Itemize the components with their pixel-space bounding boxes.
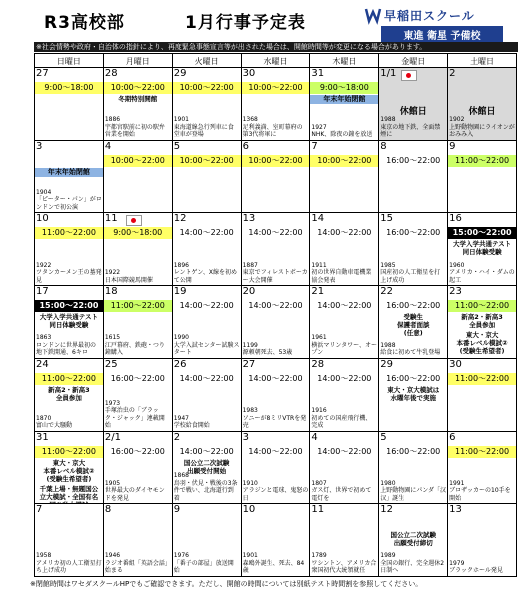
history-text: ガス灯、世界で初めて電灯を [311,487,372,502]
opening-hours: 16:00～22:00 [386,446,441,456]
day-number: 9 [173,504,181,516]
opening-hours: 11:00～22:00 [448,300,516,312]
history-year: 1615 [104,334,121,342]
history-text: アメリカ初の人工衛星打ち上げ成功 [36,559,102,575]
day-number: 12 [173,213,187,225]
closed-label: 休館日 [468,107,496,117]
opening-hours: 10:00～22:00 [173,82,241,94]
opening-hours: 16:00～22:00 [386,301,441,311]
opening-hours: 10:00～22:00 [242,155,310,167]
page-subtitle: 1月行事予定表 [185,13,306,33]
calendar-day-cell [378,503,448,577]
calendar-day-cell [378,212,448,286]
history-text: 「ピーター・パン」がロンドンで初公演 [36,196,102,211]
history-note [105,269,171,284]
opening-hours: 14:00～22:00 [248,301,303,311]
brand-name: 早稲田スクール [384,8,475,23]
brand-sub: 東進 衛星 予備校 [381,26,503,42]
event-label: 大学入学共通テスト 同日体験受験 [39,313,99,330]
history-note [311,262,377,285]
day-number: 3 [242,431,249,443]
calendar-day-cell [378,140,448,214]
japan-flag-icon [126,215,142,226]
day-number: 21 [311,286,325,298]
event-label: 東大・京大模試は 水曜年後で実施 [387,385,440,402]
history-year: 1910 [242,479,258,487]
history-note [243,262,309,285]
calendar-day-cell [241,503,311,577]
history-note [380,552,446,575]
opening-hours: 16:00～22:00 [386,155,441,165]
history-year: 1896 [173,261,189,269]
history-note [311,552,377,575]
closed-label: 休館日 [399,107,427,117]
history-year: 1886 [104,116,121,124]
opening-hours: 16:00～22:00 [386,373,441,383]
history-note [449,560,515,575]
history-note [174,415,240,430]
calendar-day-cell [447,285,517,359]
history-text: ロンドンに世界最初の地下鉄開通、6キロ [36,341,97,357]
day-number: 4 [104,140,112,152]
opening-hours: 9:00～18:00 [35,82,103,94]
calendar-day-cell [34,358,104,432]
history-note [105,400,171,430]
calendar-day-cell [34,140,104,214]
opening-hours: 11:00～22:00 [104,300,172,312]
history-text: 日本国際競馬開催 [104,276,153,284]
day-number: 13 [449,504,462,516]
calendar-day-cell [241,140,311,214]
history-year: 1870 [36,414,52,422]
history-year: 1990 [173,334,189,342]
day-number: 15 [380,213,394,225]
history-year: 1947 [173,414,189,422]
calendar-day-cell [309,140,379,214]
calendar-day-cell [309,212,379,286]
history-text: 東京でフィレストボーカー大会開催 [242,269,308,284]
event-label: 国公立二次試験 出願受付締切 [390,531,436,548]
history-year: 1911 [311,261,327,269]
event-label: 受験生 保護者面談 (任意) [396,313,430,338]
history-year: 1983 [242,407,258,415]
history-note [311,124,377,139]
calendar-day-cell [103,503,173,577]
day-number: 26 [173,358,187,370]
history-note [36,552,102,575]
history-text: ラジオ番組「英語会話」始まる [104,559,168,575]
history-note [380,342,446,357]
day-number: 27 [242,358,256,370]
day-number: 18 [104,286,118,298]
history-text: アラジンと電球、鬼怒の日 [242,487,309,502]
opening-hours: 14:00～22:00 [179,373,234,383]
calendar-day-cell [447,358,517,432]
calendar-day-cell [309,503,379,577]
history-text: 鳥羽・伏見・戦後の3条件で戦い、北海道行到着 [173,479,238,502]
history-note [174,472,240,502]
history-year: 1368 [242,116,258,124]
event-label: 千葉上場・無題国公 立大模試・全国有名 [39,484,99,501]
history-year: 1927 [311,123,327,131]
day-number: 29 [380,358,394,370]
history-text: 宇都宮駅前に初の駅弁営業を開始 [104,123,165,139]
calendar-day-cell [172,212,242,286]
opening-hours: 9:00～18:00 [310,82,378,94]
opening-hours: 10:00～22:00 [173,155,241,167]
history-text: 東海道線急行列車に食堂車が登場 [173,123,234,139]
history-year: 1989 [380,552,396,560]
calendar-day-cell [447,140,517,214]
opening-hours: 14:00～22:00 [317,373,372,383]
history-note [380,116,446,139]
calendar-day-cell [103,358,173,432]
day-number: 17 [36,286,49,298]
history-note [243,552,309,575]
day-number: 28 [104,68,118,79]
history-text: 東京の地下鉄、全面禁煙に [380,123,441,139]
history-year: 1789 [311,552,327,560]
opening-hours: 14:00～22:00 [179,301,234,311]
calendar-day-cell [309,67,379,141]
history-note [105,116,171,139]
history-year: 1807 [311,479,327,487]
opening-hours: 16:00～22:00 [110,446,165,456]
history-note [311,407,377,430]
weekday-header: 土曜日 [447,53,517,68]
day-number: 4 [311,431,318,443]
history-note [243,480,309,503]
calendar-day-cell [172,285,242,359]
history-text: 「番子の部屋」放送開始 [173,559,234,575]
calendar-day-cell [378,358,448,432]
calendar-day-cell [378,67,448,141]
history-year: 1199 [242,341,258,349]
page-title: R3高校部 [44,13,125,33]
calendar-day-cell [34,67,104,141]
opening-hours: 16:00～22:00 [386,228,441,238]
opening-hours: 11:00～22:00 [35,373,103,385]
calendar-grid [34,53,516,577]
event-label: 冬期特別開館 [118,95,158,103]
history-text: 江戸幕府、鉄砲・つり鐘購入 [104,341,165,357]
notice-banner: ※社会情勢や政府・自治体の指針により、再度緊急事態宣言等が出された場合は、開館時間等が変更になる場合があります。 [34,42,518,52]
calendar-day-cell [103,285,173,359]
day-number: 7 [36,504,43,516]
day-number: 20 [242,286,256,298]
history-year: 1916 [311,407,327,415]
calendar-day-cell [103,67,173,141]
opening-hours: 11:00～22:00 [35,446,103,458]
history-text: 森鴎外誕生、死去、84歳 [242,559,305,575]
history-note [36,189,102,212]
history-year: 1988 [380,116,396,124]
day-number: 2/1 [104,431,121,443]
day-number: 16 [449,213,462,225]
opening-hours: 14:00～22:00 [317,228,372,238]
day-number: 31 [311,68,325,79]
calendar-day-cell [103,140,173,214]
opening-hours: 14:00～22:00 [179,446,234,456]
opening-hours: 9:00～18:00 [104,227,172,239]
day-number: 8 [380,140,387,152]
day-number: 11 [311,504,325,516]
history-note [449,480,515,503]
day-number: 30 [449,358,462,370]
day-number: 27 [36,68,49,79]
day-number: 8 [104,504,112,516]
history-text: アメリカ・ハイ・ダムの起工 [449,269,515,284]
opening-hours: 16:00～22:00 [110,373,165,383]
calendar-day-cell [103,212,173,286]
history-note [174,116,240,139]
day-number: 31 [36,431,49,443]
history-text: 富山で大騒動 [36,422,73,430]
day-number: 19 [173,286,187,298]
history-year: 1922 [104,269,121,277]
history-note [105,334,171,357]
calendar-day-cell [241,212,311,286]
history-note [243,116,309,139]
day-number: 24 [36,358,49,370]
history-text: 上野動物園にパンダ「汉汉」誕生 [380,487,447,502]
closure-tag: 年末年始閉館 [310,95,378,104]
history-year: 1980 [380,479,396,487]
footer-note: ※閉館時間はワセダスクールHPでもご確認できます。ただし、開館の時間については別紙テスト時間割を参照してください。 [30,580,423,588]
calendar-day-cell [103,431,173,505]
calendar-day-cell [241,285,311,359]
calendar-day-cell [172,503,242,577]
opening-hours: 10:00～22:00 [242,82,310,94]
day-number: 12 [380,504,394,516]
calendar-day-cell [447,431,517,505]
history-year: 1922 [36,261,52,269]
calendar-day-cell [172,67,242,141]
history-year: 1863 [36,334,52,342]
history-text: 手塚治虫の「ブラック・ジャック」連載開始 [104,407,165,430]
weekday-header: 木曜日 [309,53,379,68]
weekday-header: 水曜日 [241,53,311,68]
opening-hours: 10:00～22:00 [104,82,172,94]
history-year: 1901 [242,552,258,560]
opening-hours: 14:00～22:00 [248,228,303,238]
brand-logo [363,6,519,44]
history-year: 1946 [104,552,121,560]
history-note [36,334,102,357]
day-number: 29 [173,68,187,79]
event-label: 大学入学共通テスト 同日体験受験 [452,240,512,257]
day-number: 9 [449,140,456,152]
day-number: 5 [380,431,387,443]
calendar-day-cell [34,285,104,359]
history-note [174,552,240,575]
history-text: 国産初の人工衛星を打上げ成功 [380,269,441,284]
calendar-day-cell [309,358,379,432]
opening-hours: 11:00～22:00 [448,373,516,385]
history-text: 初めての国産飛行機、完成 [311,414,372,430]
opening-hours: 14:00～22:00 [317,301,372,311]
history-text: 給食に初めて牛乳登場 [380,349,441,357]
history-note [36,415,102,430]
day-number: 2 [173,431,181,443]
history-year: 1868 [173,472,189,480]
weekday-header: 月曜日 [103,53,173,68]
history-text: ブロザッカーの10手を開始 [449,487,511,502]
event-label: 新高2・新高3 全員参加 [48,385,90,402]
calendar-day-cell [309,285,379,359]
history-note [311,334,377,357]
calendar-day-cell [172,358,242,432]
calendar-day-cell [172,431,242,505]
history-note [243,342,309,357]
closure-tag: 年末年始閉館 [35,168,103,177]
opening-hours: 15:00～22:00 [35,300,103,312]
event-label: 東大・京大 本番レベル模試② (受験生希望者) [43,458,95,483]
history-year: 1905 [104,479,121,487]
calendar-day-cell [378,431,448,505]
history-text: 初の世界自動車電機業協会発表 [311,269,372,284]
history-text: 足利義満、室町幕府の第3代将軍に [242,123,303,139]
history-text: NHK、除夜の鐘を放送 [311,131,373,139]
history-text: ツタンカーメン王の墓発見 [36,269,102,284]
calendar-day-cell [241,431,311,505]
history-year: 1958 [36,552,52,560]
history-year: 1979 [449,559,465,567]
history-note [311,480,377,503]
history-text: 全国の銀行、完全週休2日制へ [380,559,445,575]
history-year: 1902 [449,116,465,124]
opening-hours: 10:00～22:00 [104,155,172,167]
calendar-day-cell [241,358,311,432]
calendar-day-cell [34,431,104,505]
history-note [449,116,515,139]
history-note [36,262,102,285]
history-text: ソニーが8ミリVTRを発売 [242,414,307,430]
history-year: 1960 [449,261,465,269]
history-note [449,262,515,285]
weekday-header: 金曜日 [378,53,448,68]
opening-hours: 14:00～22:00 [179,228,234,238]
calendar-day-cell [447,67,517,141]
japan-flag-icon [401,70,417,81]
day-number: 6 [449,431,456,443]
history-year: 1887 [242,261,258,269]
history-year: 1973 [104,399,121,407]
opening-hours: 10:00～22:00 [310,155,378,167]
history-note [174,334,240,357]
day-number: 2 [449,68,456,79]
history-note [380,262,446,285]
event-label: 東大・京大 本番レベル模試② (受験生希望者) [456,331,508,356]
day-number: 14 [311,213,325,225]
history-text: 上野動物園にライオンがおみみ入 [449,123,515,139]
history-year: 1985 [380,261,396,269]
day-number: 23 [449,286,462,298]
history-year: 1976 [173,552,189,560]
history-year: 1961 [311,334,327,342]
calendar-day-cell [447,212,517,286]
event-label: 国公立二次試験 出願受付開始 [183,458,230,475]
history-note [174,262,240,285]
day-number: 25 [104,358,118,370]
history-text: 世界最大のダイヤモンドを発見 [104,487,165,502]
day-number: 3 [36,140,43,152]
opening-hours: 15:00～22:00 [448,227,516,239]
day-number: 22 [380,286,394,298]
weekday-header: 火曜日 [172,53,242,68]
opening-hours: 14:00～22:00 [248,446,303,456]
day-number: 7 [311,140,318,152]
history-note [243,407,309,430]
history-year: 1991 [449,479,465,487]
opening-hours: 11:00～22:00 [448,446,516,458]
event-label: 新高2・新高3 全員参加 [461,313,503,330]
history-text: 横浜マリンタワー、オープン [311,341,377,357]
day-number: 1/1 [380,68,397,79]
history-year: 1904 [36,188,52,196]
history-text: 学校給食開始 [173,422,210,430]
brand-w-icon [365,7,381,23]
day-number: 30 [242,68,256,79]
calendar-day-cell [172,140,242,214]
day-number: 28 [311,358,325,370]
opening-hours: 14:00～22:00 [317,446,372,456]
calendar-day-cell [447,503,517,577]
history-text: 大学入試センター試験スタート [173,341,240,357]
day-number: 10 [36,213,49,225]
calendar-day-cell [241,67,311,141]
history-year: 1901 [173,116,189,124]
day-number: 5 [173,140,181,152]
calendar-day-cell [34,503,104,577]
history-text: レントゲン、X線を初めて公開 [173,269,237,284]
weekday-header: 日曜日 [34,53,104,68]
opening-hours: 14:00～22:00 [248,373,303,383]
calendar-day-cell [378,285,448,359]
history-note [380,480,446,503]
history-note [105,480,171,503]
calendar-day-cell [34,212,104,286]
history-note [105,552,171,575]
day-number: 11 [104,213,118,225]
day-number: 13 [242,213,256,225]
history-text: 源頼朝死去、53歳 [242,349,293,357]
opening-hours: 11:00～22:00 [35,227,103,239]
day-number: 10 [242,504,256,516]
history-text: ワシントン、アメリカ合衆国初代大統領就任 [311,559,377,575]
history-text: ブラックホール発見 [449,567,503,575]
day-number: 6 [242,140,249,152]
opening-hours: 11:00～22:00 [448,155,516,167]
history-year: 1988 [380,341,396,349]
calendar-day-cell [309,431,379,505]
